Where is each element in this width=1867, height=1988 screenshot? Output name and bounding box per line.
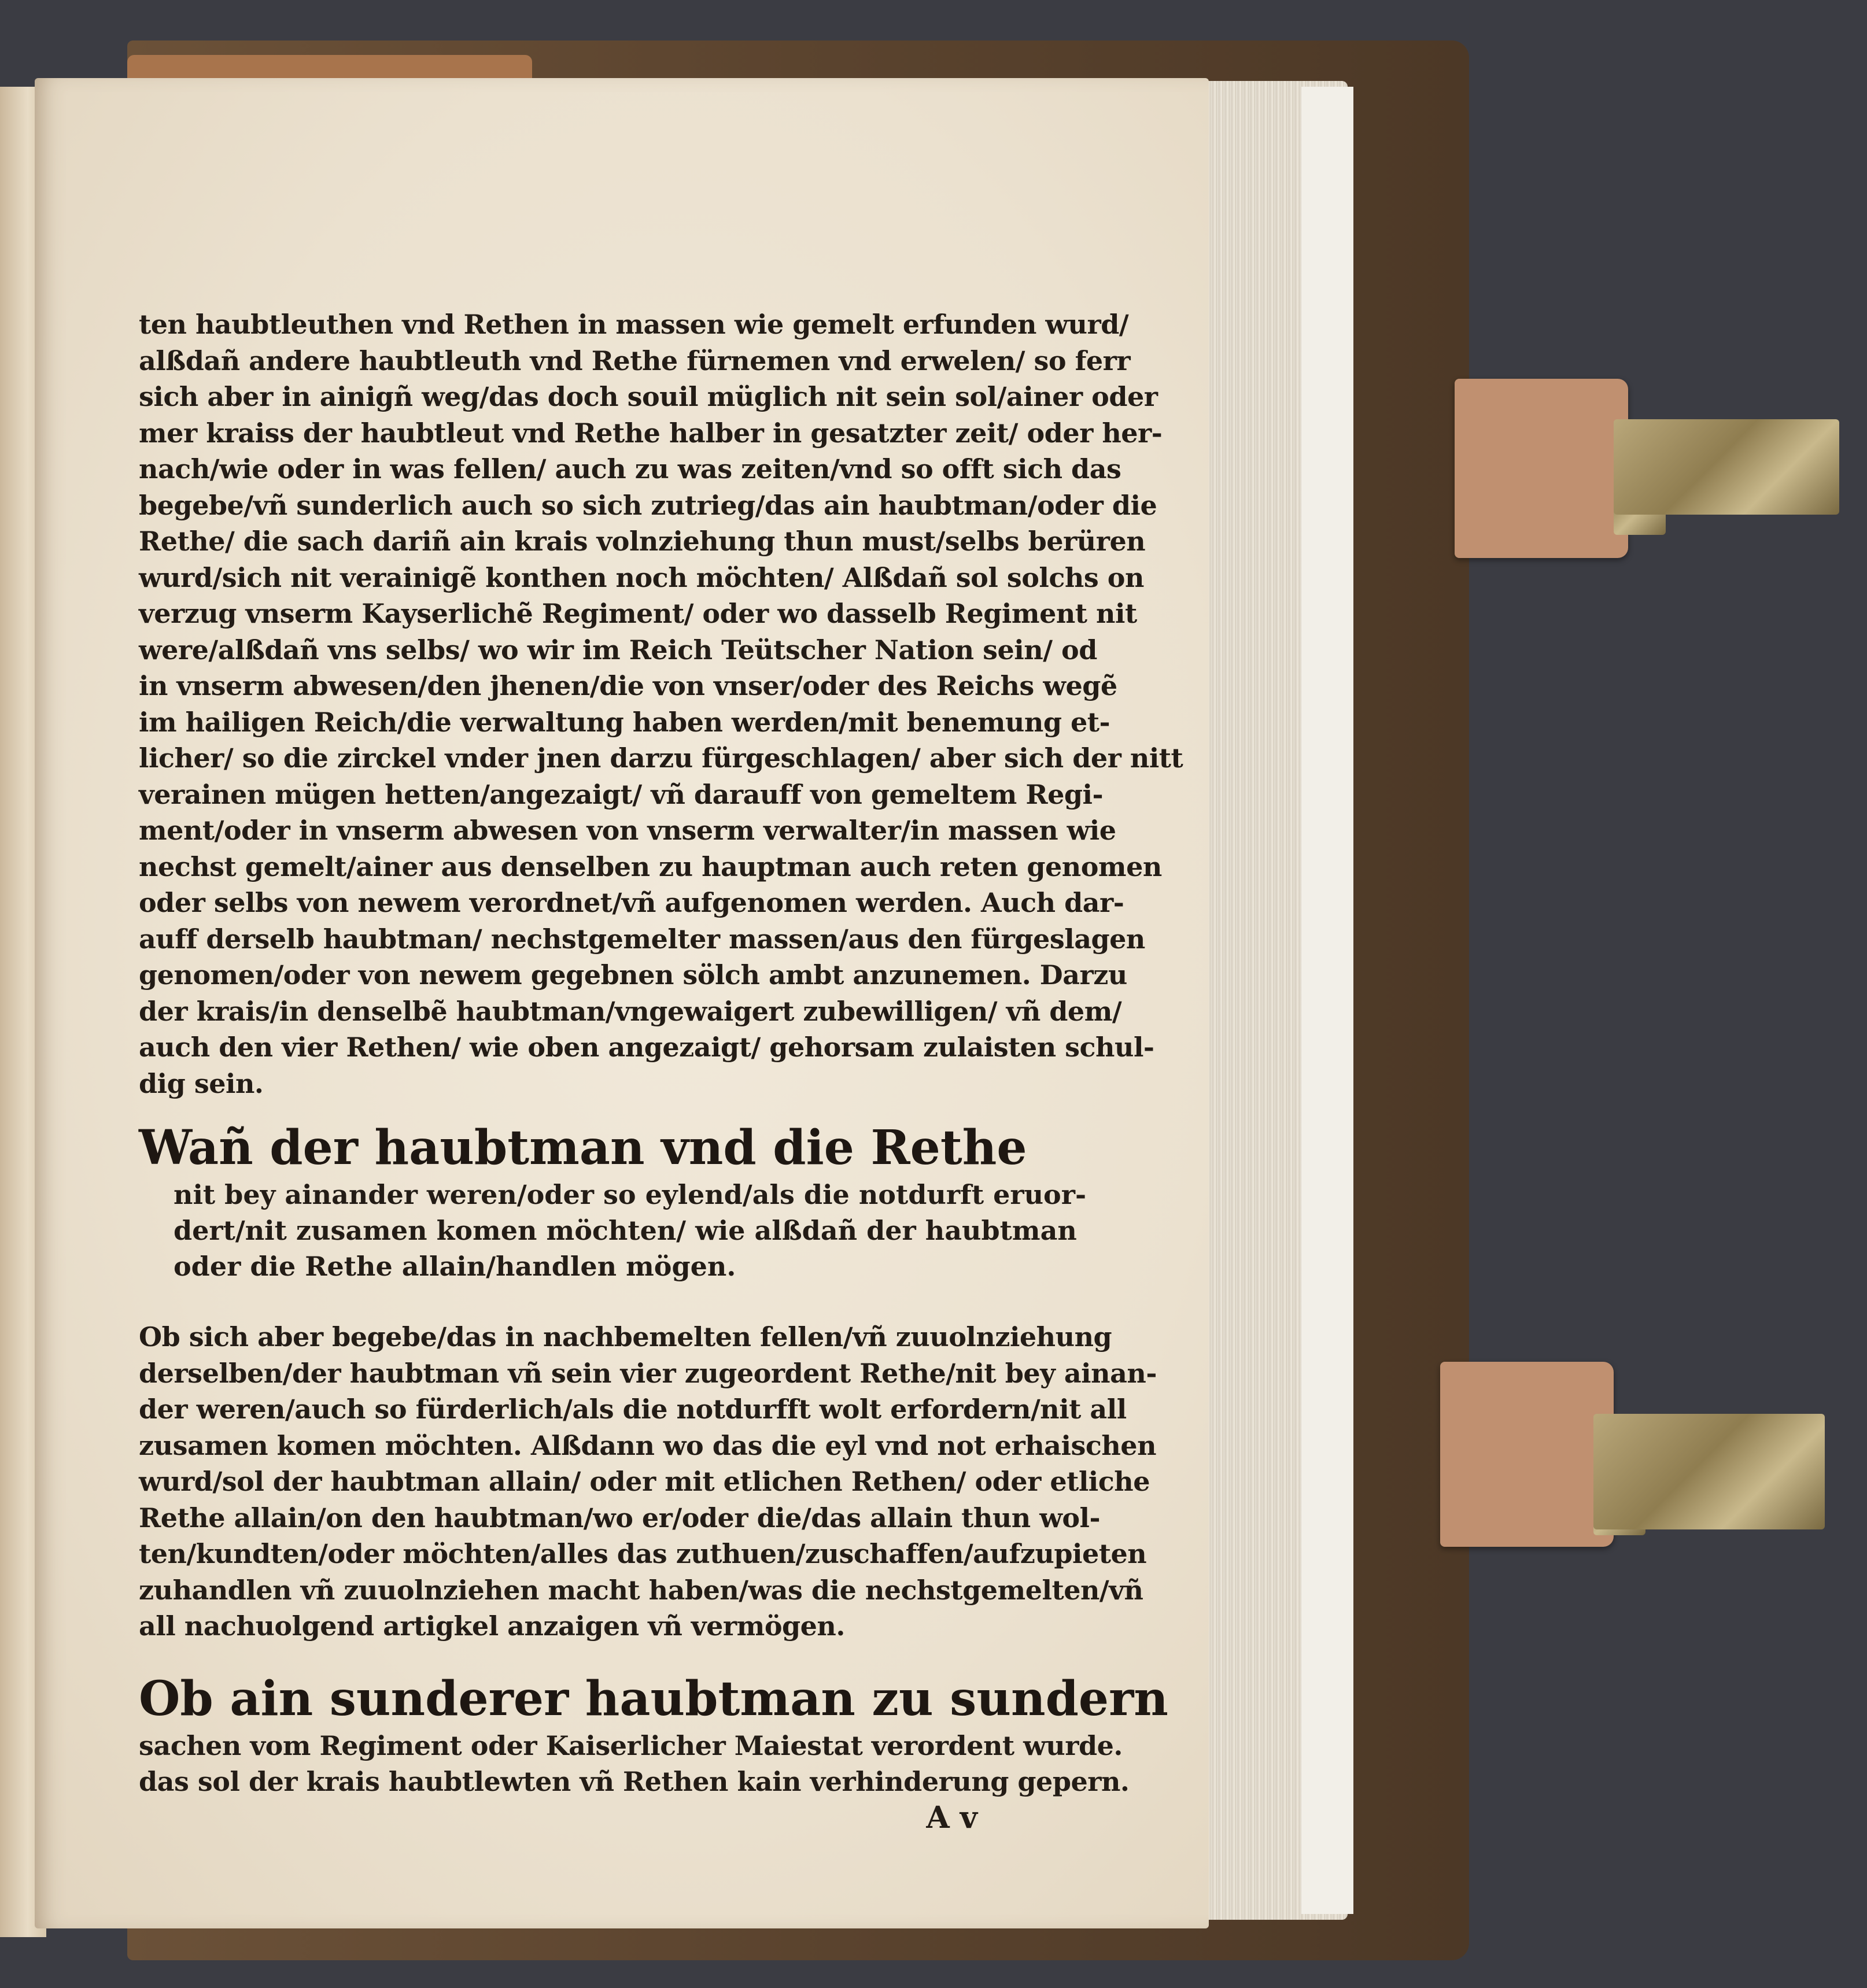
body-line: in vnserm abwesen/den jhenen/die von vnser/oder des Reichs wegẽ [139, 670, 1117, 701]
heading-subline: sachen vom Regiment oder Kaiserlicher Maiestat verordent wurde. [139, 1730, 1123, 1761]
section-heading: Wañ der haubtman vnd die Rethe [139, 1120, 1027, 1176]
body-line: genomen/oder von newem gegebnen sölch ambt anzunemen. Darzu [139, 959, 1127, 991]
body-line: nechst gemelt/ainer aus denselben zu hauptman auch reten genomen [139, 851, 1162, 882]
body-line: zusamen komen möchten. Alßdann wo das die eyl vnd not erhaischen [139, 1429, 1157, 1461]
body-line: licher/ so die zirckel vnder jnen darzu fürgeschlagen/ aber sich der nitt [139, 742, 1183, 774]
body-line: der weren/auch so fürderlich/als die notdurfft wolt erfordern/nit all [139, 1394, 1127, 1425]
body-line: alßdañ andere haubtleuth vnd Rethe fürnemen vnd erwelen/ so ferr [139, 345, 1131, 376]
endpaper [1301, 87, 1353, 1914]
body-line: derselben/der haubtman vñ sein vier zugeordent Rethe/nit bey ainan- [139, 1357, 1157, 1389]
body-line: der krais/in denselbẽ haubtman/vngewaigert zubewilligen/ vñ dem/ [139, 995, 1122, 1027]
page-text [139, 306, 1183, 1836]
upper-clasp-brass-icon [1614, 419, 1839, 515]
body-line: oder selbs von newem verordnet/vñ aufgenomen werden. Auch dar- [139, 887, 1124, 918]
body-line: zuhandlen vñ zuuolnziehen macht haben/was die nechstgemelten/vñ [139, 1574, 1143, 1606]
heading-subline: nit bey ainander weren/oder so eylend/als die notdurft eruor- [174, 1179, 1087, 1210]
body-line: Rethe/ die sach dariñ ain krais volnziehung thun must/selbs berüren [139, 526, 1146, 557]
body-line: were/alßdañ vns selbs/ wo wir im Reich Teütscher Nation sein/ od [139, 634, 1097, 666]
body-line: mer kraiss der haubtleut vnd Rethe halber in gesatzter zeit/ oder her- [139, 417, 1163, 449]
body-line: auch den vier Rethen/ wie oben angezaigt/ gehorsam zulaisten schul- [139, 1032, 1154, 1063]
section-heading: Ob ain sunderer haubtman zu sundern [139, 1671, 1168, 1727]
body-line: wurd/sich nit verainigẽ konthen noch möchten/ Alßdañ sol solchs on [139, 561, 1144, 593]
body-line: sich aber in ainigñ weg/das doch souil müglich nit sein sol/ainer oder [139, 381, 1158, 412]
heading-subline: oder die Rethe allain/handlen mögen. [174, 1251, 736, 1282]
body-line: all nachuolgend artigkel anzaigen vñ vermögen. [139, 1610, 845, 1642]
body-line: verainen mügen hetten/angezaigt/ vñ darauff von gemeltem Regi- [139, 778, 1104, 810]
printed-page [35, 78, 1209, 1928]
body-line: dig sein. [139, 1067, 264, 1099]
heading-subline: dert/nit zusamen komen möchten/ wie alßdañ der haubtman [174, 1215, 1077, 1246]
body-line: auff derselb haubtman/ nechstgemelter massen/aus den fürgeslagen [139, 923, 1145, 955]
body-line: nach/wie oder in was fellen/ auch zu was zeiten/vnd so offt sich das [139, 453, 1121, 485]
body-line: ten haubtleuthen vnd Rethen in massen wie gemelt erfunden wurd/ [139, 309, 1129, 340]
body-line: begebe/vñ sunderlich auch so sich zutrieg/das ain haubtman/oder die [139, 489, 1157, 521]
upper-clasp-strap [1455, 379, 1628, 558]
body-line: Rethe allain/on den haubtman/wo er/oder die/das allain thun wol- [139, 1502, 1101, 1534]
heading-subline: das sol der krais haubtlewten vñ Rethen kain verhinderung gepern. [139, 1766, 1130, 1797]
body-line: wurd/sol der haubtman allain/ oder mit etlichen Rethen/ oder etliche [139, 1466, 1150, 1497]
signature-mark: A v [926, 1799, 977, 1835]
lower-clasp-strap [1440, 1362, 1614, 1547]
body-line: verzug vnserm Kayserlichẽ Regiment/ oder wo dasselb Regiment nit [139, 598, 1137, 629]
body-line: Ob sich aber begebe/das in nachbemelten fellen/vñ zuuolnziehung [139, 1321, 1112, 1353]
body-line: ten/kundten/oder möchten/alles das zuthuen/zuschaffen/aufzupieten [139, 1538, 1147, 1569]
body-line: im hailigen Reich/die verwaltung haben werden/mit benemung et- [139, 706, 1110, 738]
body-line: ment/oder in vnserm abwesen von vnserm verwalter/in massen wie [139, 815, 1116, 846]
lower-clasp-brass-icon [1593, 1414, 1825, 1529]
